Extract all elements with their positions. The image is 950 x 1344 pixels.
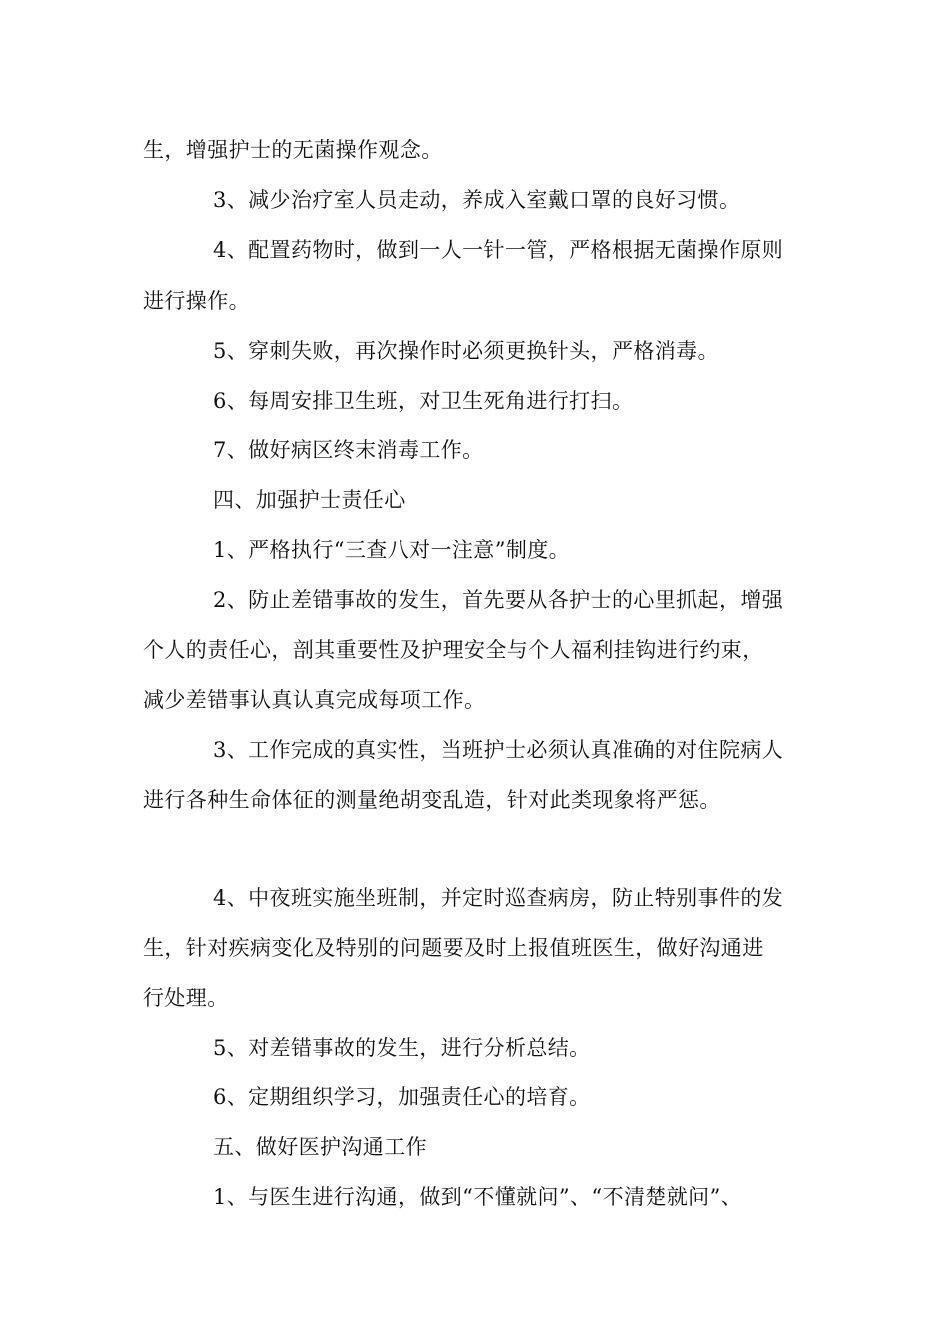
text-line: 6、每周安排卫生班，对卫生死角进行打扫。	[213, 389, 634, 413]
text-line: 3、减少治疗室人员走动，养成入室戴口罩的良好习惯。	[213, 188, 741, 212]
section-heading: 四、加强护士责任心	[213, 488, 406, 512]
text-line: 4、中夜班实施坐班制，并定时巡查病房，防止特别事件的发	[213, 886, 784, 910]
text-line: 生，针对疾病变化及特别的问题要及时上报值班医生，做好沟通进	[143, 936, 764, 960]
text-line: 进行各种生命体征的测量绝胡变乱造，针对此类现象将严惩。	[143, 788, 721, 812]
text-line: 进行操作。	[143, 289, 250, 313]
text-line: 5、对差错事故的发生，进行分析总结。	[213, 1036, 591, 1060]
section-heading: 五、做好医护沟通工作	[213, 1135, 427, 1159]
text-line: 1、与医生进行沟通，做到“不懂就问”、“不清楚就问”、	[213, 1185, 743, 1209]
text-line: 3、工作完成的真实性，当班护士必须认真准确的对住院病人	[213, 738, 784, 762]
text-line: 减少差错事认真认真完成每项工作。	[143, 688, 486, 712]
text-line: 2、防止差错事故的发生，首先要从各护士的心里抓起，增强	[213, 588, 784, 612]
text-line: 4、配置药物时，做到一人一针一管，严格根据无菌操作原则	[213, 238, 784, 262]
text-line: 5、穿刺失败，再次操作时必须更换针头，严格消毒。	[213, 339, 719, 363]
text-line: 7、做好病区终末消毒工作。	[213, 438, 484, 462]
text-line: 行处理。	[143, 986, 229, 1010]
text-line: 6、定期组织学习，加强责任心的培育。	[213, 1085, 591, 1109]
text-line: 1、严格执行“三查八对一注意”制度。	[213, 538, 571, 562]
text-line: 生，增强护士的无菌操作观念。	[143, 138, 443, 162]
text-line: 个人的责任心，剖其重要性及护理安全与个人福利挂钩进行约束，	[143, 638, 764, 662]
